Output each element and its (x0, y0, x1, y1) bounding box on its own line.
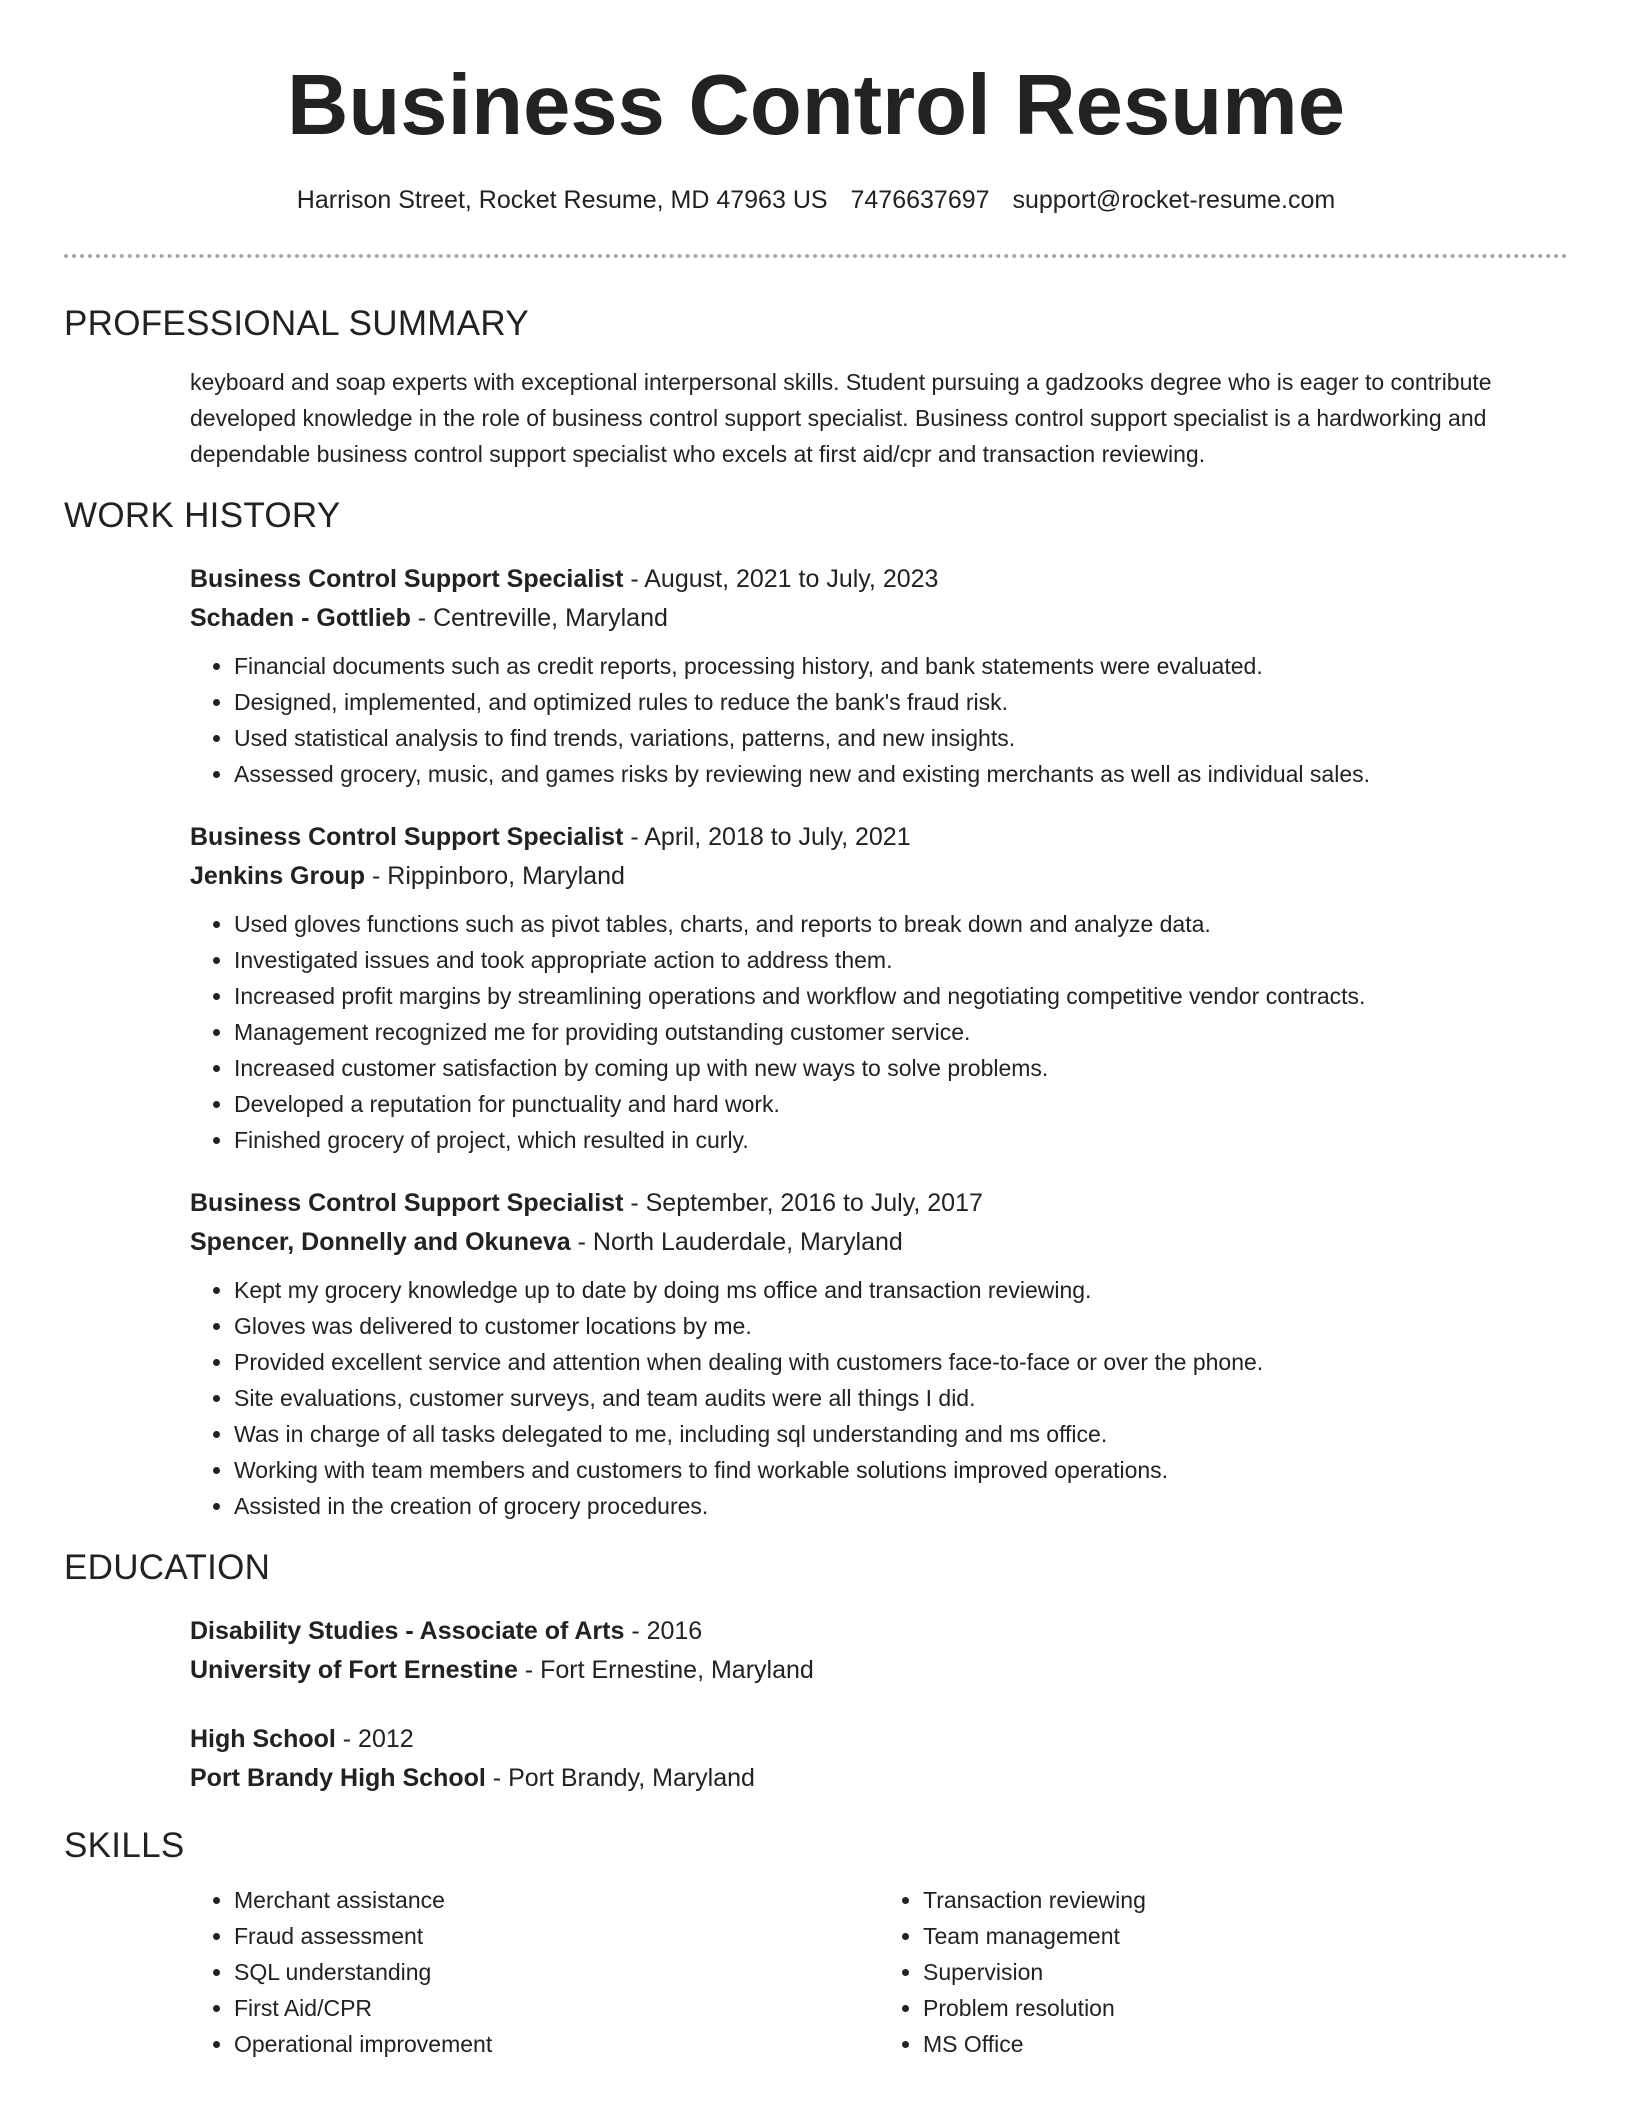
job-bullet: • Assisted in the creation of grocery procedures. (234, 1488, 1568, 1524)
skill-item: • Fraud assessment (234, 1918, 879, 1954)
education-location: - Fort Ernestine, Maryland (517, 1656, 814, 1684)
job-bullet: • Kept my grocery knowledge up to date by doing ms office and transaction reviewing. (234, 1272, 1568, 1308)
education-school-line (190, 1651, 1568, 1690)
job-role: Business Control Support Specialist (190, 1189, 624, 1217)
job-bullets (190, 648, 1568, 792)
education-year: - 2016 (624, 1617, 703, 1645)
job-role: Business Control Support Specialist (190, 823, 624, 851)
job-location: - Rippinboro, Maryland (365, 862, 625, 890)
job-company: Schaden - Gottlieb (190, 604, 411, 632)
job-list (190, 560, 1568, 1524)
job-bullets (190, 1272, 1568, 1524)
job-role: Business Control Support Specialist (190, 565, 624, 593)
job-bullet: • Provided excellent service and attention when dealing with customers face-to-face or over the phone. (234, 1344, 1568, 1380)
education-school: Port Brandy High School (190, 1764, 486, 1792)
contact-address: Harrison Street, Rocket Resume, MD 47963 US (296, 186, 828, 214)
contact-phone: 7476637697 (850, 186, 990, 214)
job-bullet: • Was in charge of all tasks delegated to me, including sql understanding and ms office. (234, 1416, 1568, 1452)
education-degree-line (190, 1720, 1568, 1759)
job-dates: - August, 2021 to July, 2023 (623, 565, 939, 593)
job-bullet: • Developed a reputation for punctuality and hard work. (234, 1086, 1568, 1122)
skill-item: • Merchant assistance (234, 1882, 879, 1918)
job-bullet: • Working with team members and customers to find workable solutions improved operations. (234, 1452, 1568, 1488)
header-divider (64, 254, 1568, 258)
skill-item: • Supervision (923, 1954, 1568, 1990)
education-list (190, 1612, 1568, 1798)
resume-title: Business Control Resume (286, 58, 1346, 153)
job-dates: - September, 2016 to July, 2017 (623, 1189, 983, 1217)
job-bullet: • Finished grocery of project, which resulted in curly. (234, 1122, 1568, 1158)
education-entry (190, 1612, 1568, 1690)
job-bullet: • Assessed grocery, music, and games risks by reviewing new and existing merchants as well as individual sales. (234, 756, 1568, 792)
section-title-skills: SKILLS (64, 1826, 185, 1865)
contact-email: support@rocket-resume.com (1012, 186, 1336, 214)
job-company-line (190, 857, 1568, 896)
job-company: Jenkins Group (190, 862, 366, 890)
job-bullet: • Management recognized me for providing outstanding customer service. (234, 1014, 1568, 1050)
skill-item: • Problem resolution (923, 1990, 1568, 2026)
job-entry (190, 560, 1568, 792)
education-degree: High School (190, 1725, 336, 1753)
job-bullet: • Financial documents such as credit reports, processing history, and bank statements were evaluated. (234, 648, 1568, 684)
education-year: - 2012 (335, 1725, 414, 1753)
education-school: University of Fort Ernestine (190, 1656, 518, 1684)
contact-line (0, 182, 1632, 218)
job-company-line (190, 1223, 1568, 1262)
section-title-education: EDUCATION (64, 1548, 271, 1587)
job-title-line (190, 560, 1568, 599)
job-dates: - April, 2018 to July, 2021 (623, 823, 911, 851)
education-entry (190, 1720, 1568, 1798)
skill-item: • Transaction reviewing (923, 1882, 1568, 1918)
skills-column-left (190, 1882, 879, 2062)
job-entry (190, 818, 1568, 1158)
job-company: Spencer, Donnelly and Okuneva (190, 1228, 571, 1256)
job-company-line (190, 599, 1568, 638)
job-location: - North Lauderdale, Maryland (570, 1228, 903, 1256)
job-entry (190, 1184, 1568, 1524)
work-history-section (64, 494, 1568, 1524)
resume-header (0, 0, 1632, 258)
job-bullet: • Investigated issues and took appropriate action to address them. (234, 942, 1568, 978)
job-bullets (190, 906, 1568, 1158)
skill-item: • Team management (923, 1918, 1568, 1954)
job-location: - Centreville, Maryland (410, 604, 668, 632)
section-title-work-history: WORK HISTORY (64, 496, 341, 535)
skill-item: • Operational improvement (234, 2026, 879, 2062)
skill-item: • SQL understanding (234, 1954, 879, 1990)
summary-text: keyboard and soap experts with exceptional interpersonal skills. Student pursuing a gadzooks degree who is eager to contribute developed knowledge in the role of business control support specialist. Business control support specialist is a hardworking and dependable business control support specialist who excels at first aid/cpr and transaction reviewing. (190, 369, 1492, 467)
job-bullet: • Site evaluations, customer surveys, and team audits were all things I did. (234, 1380, 1568, 1416)
skills-column-right (879, 1882, 1568, 2062)
education-school-line (190, 1759, 1568, 1798)
skill-item: • MS Office (923, 2026, 1568, 2062)
education-degree-line (190, 1612, 1568, 1651)
skill-item: • First Aid/CPR (234, 1990, 879, 2026)
job-bullet: • Used gloves functions such as pivot tables, charts, and reports to break down and analyze data. (234, 906, 1568, 942)
job-bullet: • Used statistical analysis to find trends, variations, patterns, and new insights. (234, 720, 1568, 756)
summary-section (64, 302, 1568, 472)
education-location: - Port Brandy, Maryland (485, 1764, 755, 1792)
job-bullet: • Gloves was delivered to customer locations by me. (234, 1308, 1568, 1344)
education-section (64, 1546, 1568, 1798)
education-degree: Disability Studies - Associate of Arts (190, 1617, 625, 1645)
job-bullet: • Designed, implemented, and optimized rules to reduce the bank's fraud risk. (234, 684, 1568, 720)
section-title-summary: PROFESSIONAL SUMMARY (64, 304, 529, 343)
skills-section (64, 1824, 1568, 2062)
job-bullet: • Increased profit margins by streamlining operations and workflow and negotiating competitive vendor contracts. (234, 978, 1568, 1014)
job-title-line (190, 1184, 1568, 1223)
job-title-line (190, 818, 1568, 857)
skills-grid (190, 1882, 1568, 2062)
job-bullet: • Increased customer satisfaction by coming up with new ways to solve problems. (234, 1050, 1568, 1086)
